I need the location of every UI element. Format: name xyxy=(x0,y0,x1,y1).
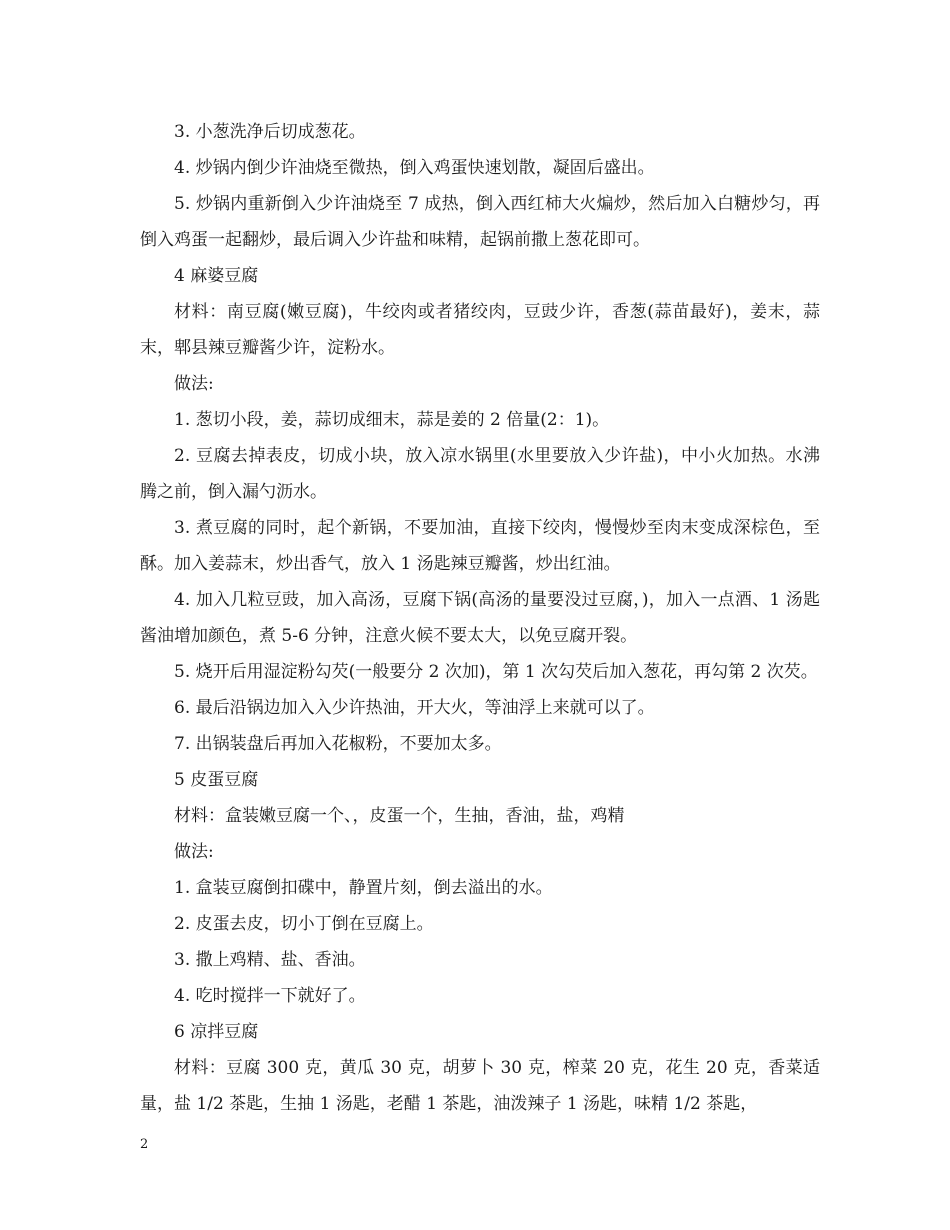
paragraph: 3. 小葱洗净后切成葱花。 xyxy=(174,122,366,142)
paragraph: 4. 炒锅内倒少许油烧至微热，倒入鸡蛋快速划散，凝固后盛出。 xyxy=(174,158,655,178)
paragraph: 6. 最后沿锅边加入入少许热油，开大火，等油浮上来就可以了。 xyxy=(174,698,655,718)
document-body xyxy=(140,114,820,1122)
paragraph: 2. 豆腐去掉表皮，切成小块，放入凉水锅里(水里要放入少许盐)，中小火加热。水沸腾之前，倒入漏勺沥水。 xyxy=(140,446,820,502)
paragraph: 5. 炒锅内重新倒入少许油烧至 7 成热，倒入西红柿大火煸炒，然后加入白糖炒匀，再倒入鸡蛋一起翻炒，最后调入少许盐和味精，起锅前撒上葱花即可。 xyxy=(140,194,820,250)
section-heading: 5 皮蛋豆腐 xyxy=(174,770,259,790)
paragraph: 做法: xyxy=(174,842,214,862)
section-heading: 4 麻婆豆腐 xyxy=(174,266,259,286)
paragraph: 3. 煮豆腐的同时，起个新锅，不要加油，直接下绞肉，慢慢炒至肉末变成深棕色，至酥。加入姜蒜末，炒出香气，放入 1 汤匙辣豆瓣酱，炒出红油。 xyxy=(140,518,820,574)
paragraph: 做法: xyxy=(174,374,214,394)
paragraph: 4. 吃时搅拌一下就好了。 xyxy=(174,986,366,1006)
paragraph: 1. 葱切小段，姜，蒜切成细末，蒜是姜的 2 倍量(2：1)。 xyxy=(174,410,610,430)
paragraph: 5. 烧开后用湿淀粉勾芡(一般要分 2 次加)，第 1 次勾芡后加入葱花，再勾第 2 次芡。 xyxy=(174,662,818,682)
paragraph: 材料：豆腐 300 克，黄瓜 30 克，胡萝卜 30 克，榨菜 20 克，花生 20 克，香菜适量，盐 1/2 茶匙，生抽 1 汤匙，老醋 1 茶匙，油泼辣子 1 汤匙，味精 1/2 茶匙， xyxy=(140,1058,820,1114)
paragraph: 材料：盒装嫩豆腐一个、，皮蛋一个，生抽，香油，盐，鸡精 xyxy=(174,806,625,826)
paragraph: 7. 出锅装盘后再加入花椒粉，不要加太多。 xyxy=(174,734,502,754)
page-number: 2 xyxy=(140,1137,149,1152)
paragraph: 材料：南豆腐(嫩豆腐)，牛绞肉或者猪绞肉，豆豉少许，香葱(蒜苗最好)，姜末，蒜末，郫县辣豆瓣酱少许，淀粉水。 xyxy=(140,302,820,358)
section-heading: 6 凉拌豆腐 xyxy=(174,1022,259,1042)
paragraph: 1. 盒装豆腐倒扣碟中，静置片刻，倒去溢出的水。 xyxy=(174,878,553,898)
paragraph: 3. 撒上鸡精、盐、香油。 xyxy=(174,950,366,970)
paragraph: 2. 皮蛋去皮，切小丁倒在豆腐上。 xyxy=(174,914,434,934)
paragraph: 4. 加入几粒豆豉，加入高汤，豆腐下锅(高汤的量要没过豆腐，)，加入一点酒、1 汤匙酱油增加颜色，煮 5-6 分钟，注意火候不要太大，以免豆腐开裂。 xyxy=(140,590,820,646)
